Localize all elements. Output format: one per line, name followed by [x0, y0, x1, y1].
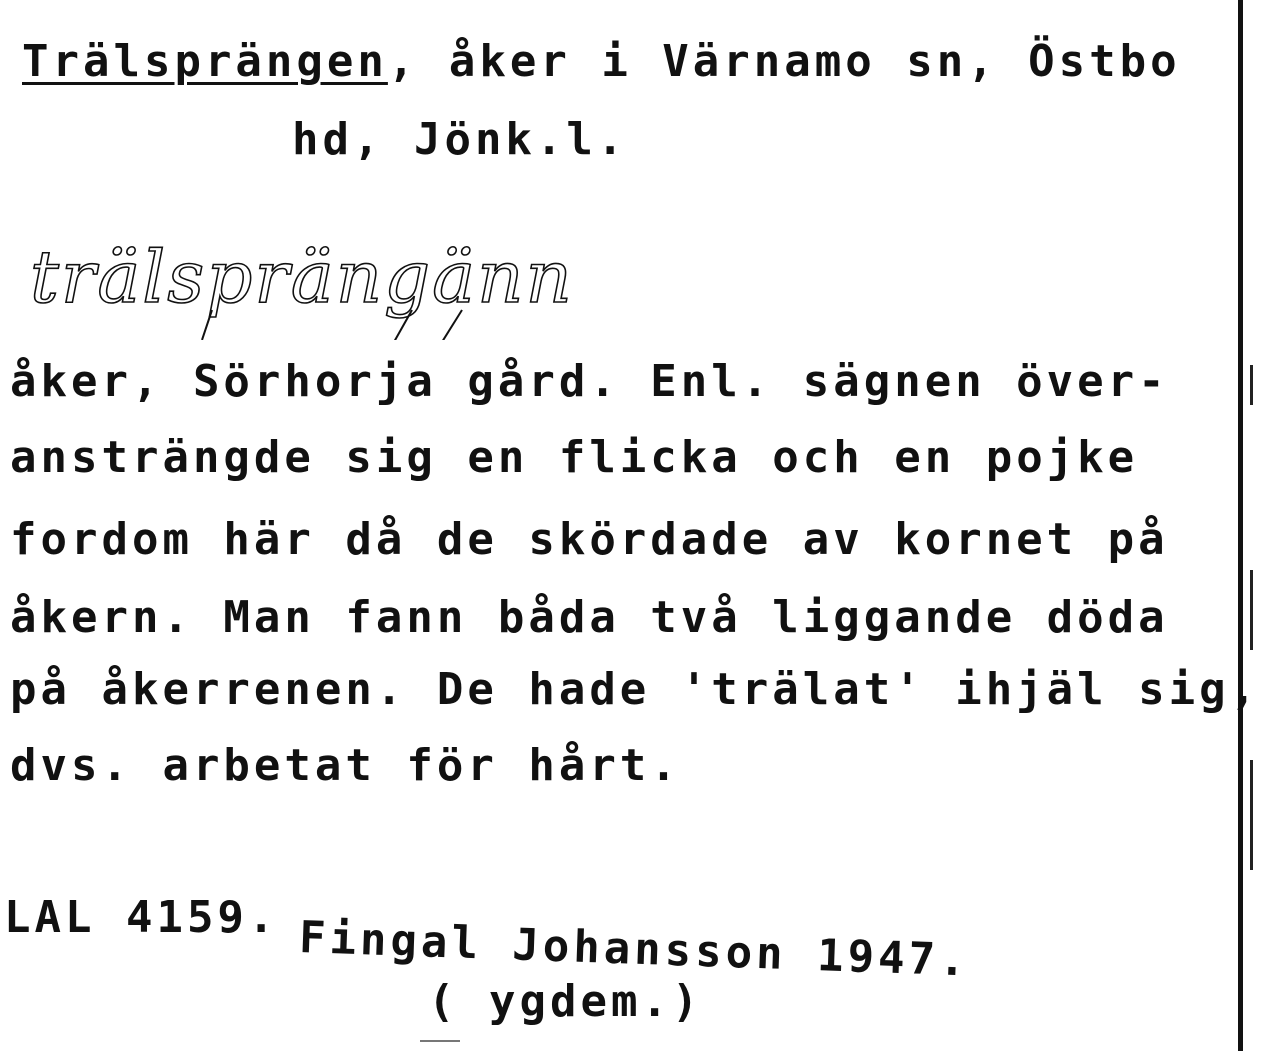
- card-edge-mark: [1250, 570, 1253, 650]
- handwritten-form-text: trälsprängänn: [30, 235, 574, 319]
- body-line: på åkerrenen. De hade 'trälat' ihjäl sig,: [10, 664, 1261, 715]
- card-edge-mark: [1250, 760, 1253, 870]
- source-collector: Fingal Johansson 1947.: [298, 912, 971, 987]
- body-line: dvs. arbetat för hårt.: [10, 740, 681, 791]
- source-archive-number: LAL 4159.: [4, 892, 279, 943]
- body-line: åker, Sörhorja gård. Enl. sägnen över-: [10, 356, 1169, 407]
- headword: Trälsprängen: [22, 36, 388, 87]
- handwritten-pronunciation: [22, 230, 682, 340]
- card-heading: [22, 36, 1181, 88]
- body-emphasis: och: [772, 432, 864, 483]
- source-parish: ( ygdem.): [428, 976, 703, 1027]
- body-line: ansträngde sig en flicka och en pojke: [10, 432, 1139, 483]
- card-edge-mark: [1250, 365, 1253, 405]
- heading-location-cont: hd, Jönk.l.: [292, 114, 628, 165]
- heading-location: , åker i Värnamo sn, Östbo: [387, 36, 1181, 87]
- body-line: fordom här då de skördade av kornet på: [10, 514, 1169, 565]
- body-line: åkern. Man fann båda två liggande döda: [10, 592, 1169, 643]
- card-edge-line: [1238, 0, 1243, 1051]
- scan-artifact: [420, 1040, 460, 1042]
